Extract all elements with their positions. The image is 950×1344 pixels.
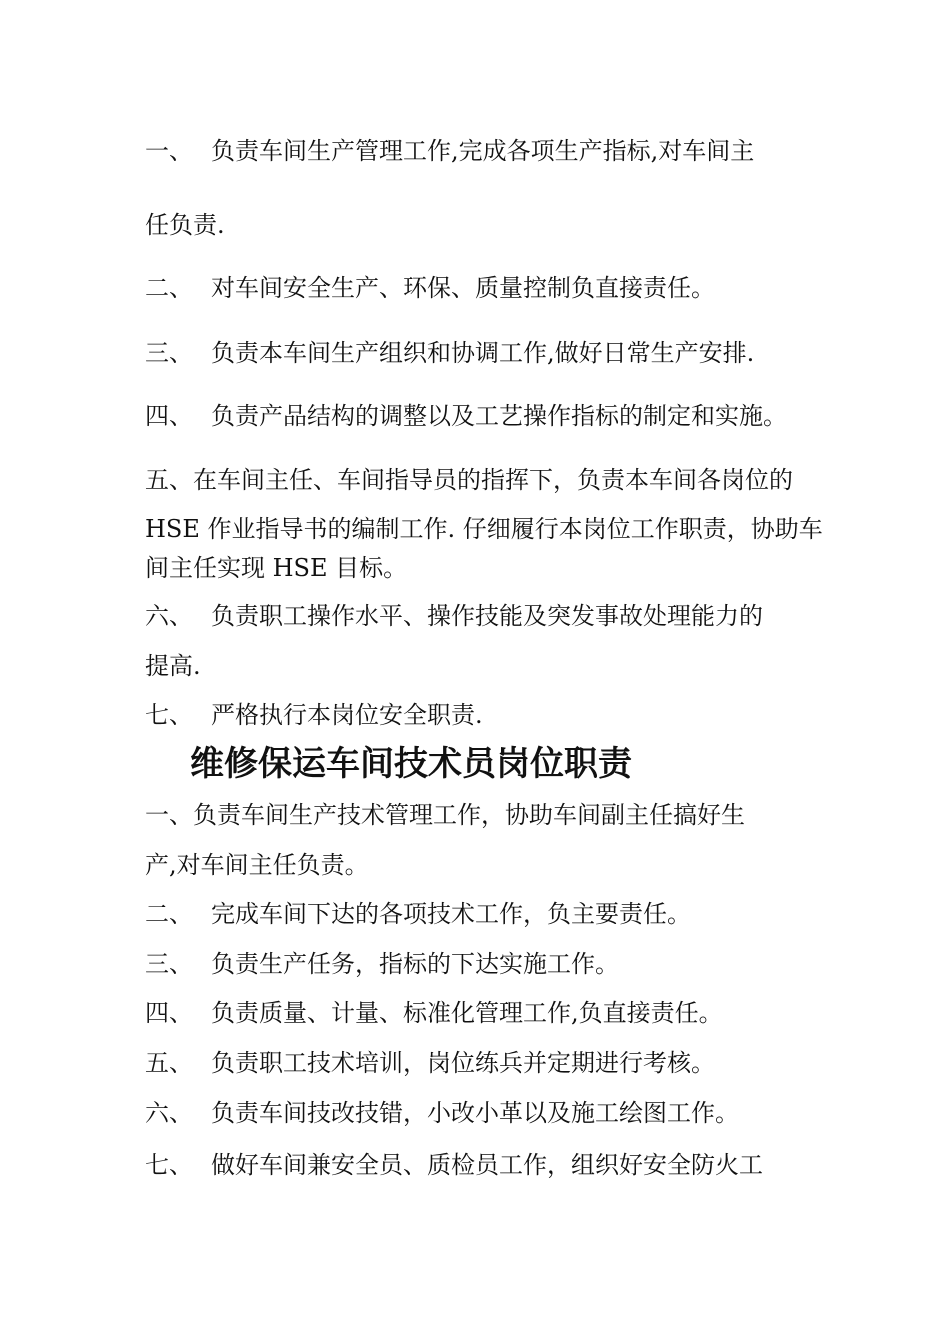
duty-item-4 [145,998,723,1028]
item-text: 任负责. [145,211,225,239]
duty-item-7 [145,1150,763,1180]
item-text: 负责生产任务，指标的下达实施工作。 [211,950,619,978]
item-number: 五、 [145,1049,193,1077]
duty-item-4 [145,401,787,431]
item-text: 产,对车间主任负责。 [145,851,369,879]
duty-item-5-cont [145,553,407,583]
duty-item-1 [145,136,754,166]
item-number: 四、 [145,999,193,1027]
duty-item-2 [145,899,691,929]
item-text: 负责产品结构的调整以及工艺操作指标的制定和实施。 [211,402,787,430]
item-text: 五、在车间主任、车间指导员的指挥下，负责本车间各岗位的 [145,466,793,494]
duty-item-7 [145,700,483,730]
item-number: 三、 [145,950,193,978]
item-text: 负责本车间生产组织和协调工作,做好日常生产安排. [211,339,755,367]
duty-item-5 [145,1048,715,1078]
item-text: 严格执行本岗位安全职责. [211,701,483,729]
duty-item-1-cont [145,850,369,880]
item-text: 负责质量、计量、标准化管理工作,负直接责任。 [211,999,723,1027]
item-number: 一、 [145,137,193,165]
item-number: 七、 [145,1151,193,1179]
item-text: 一、负责车间生产技术管理工作，协助车间副主任搞好生 [145,801,745,829]
section-title: 维修保运车间技术员岗位职责 [190,744,632,784]
item-number: 六、 [145,1099,193,1127]
duty-item-2 [145,273,715,303]
item-text: 完成车间下达的各项技术工作，负主要责任。 [211,900,691,928]
duty-item-3 [145,949,619,979]
item-number: 二、 [145,900,193,928]
item-text: 提高. [145,652,201,680]
item-number: 四、 [145,402,193,430]
item-text: 负责职工技术培训，岗位练兵并定期进行考核。 [211,1049,715,1077]
duty-item-6-cont [145,651,201,681]
duty-item-6 [145,601,763,631]
item-text: 对车间安全生产、环保、质量控制负直接责任。 [211,274,715,302]
item-number: 六、 [145,602,193,630]
item-text: HSE 作业指导书的编制工作. 仔细履行本岗位工作职责，协助车 [145,515,823,543]
duty-item-1 [145,800,745,830]
duty-item-5 [145,465,793,495]
item-number: 二、 [145,274,193,302]
duty-item-5-cont [145,514,823,544]
duty-item-3 [145,338,754,368]
item-number: 七、 [145,701,193,729]
item-text: 负责车间生产管理工作,完成各项生产指标,对车间主 [211,137,755,165]
item-text: 做好车间兼安全员、质检员工作，组织好安全防火工 [211,1151,763,1179]
item-number: 三、 [145,339,193,367]
item-text: 负责职工操作水平、操作技能及突发事故处理能力的 [211,602,763,630]
item-text: 负责车间技改技错，小改小革以及施工绘图工作。 [211,1099,739,1127]
duty-item-1-cont [145,210,225,240]
item-text: 间主任实现 HSE 目标。 [145,554,408,582]
duty-item-6 [145,1098,739,1128]
